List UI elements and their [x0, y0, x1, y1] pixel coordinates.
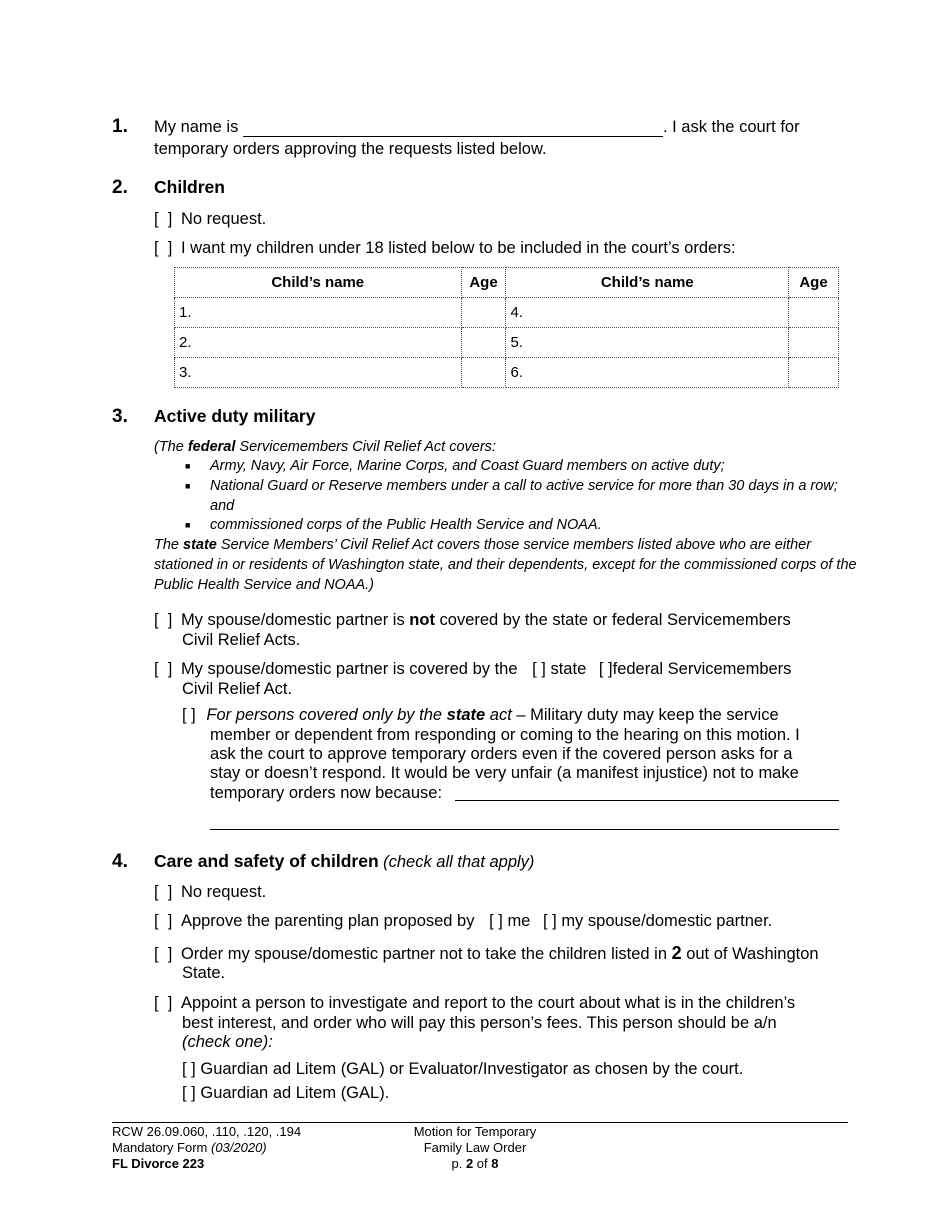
section-4-title: [154, 851, 534, 872]
state-text: Service Members’ Civil Relief Act covers those service members listed above who are either: [216, 537, 812, 553]
child-age-cell[interactable]: [461, 358, 506, 388]
bullet-icon: ■: [185, 461, 191, 471]
footer-title: Motion for Temporary: [413, 1124, 537, 1139]
child-age-cell[interactable]: [789, 328, 839, 358]
me-label: me: [507, 912, 531, 930]
footer-title: Family Law Order: [423, 1140, 527, 1155]
section-2-title: Children: [154, 177, 225, 197]
option-text-line: member or dependent from responding or coming to the hearing on this motion. I: [210, 726, 800, 744]
option-text: – Military duty may keep the service: [511, 706, 779, 724]
label-bold: 2: [671, 943, 682, 963]
option-label: Appoint a person to investigate and report to the court about what is in the children’s: [180, 994, 796, 1012]
checkbox[interactable]: [ ]: [182, 706, 196, 724]
mandatory-date: (03/2020): [210, 1140, 267, 1155]
child-name-cell[interactable]: 6.: [506, 358, 789, 388]
label-text: Order my spouse/domestic partner not to take the children listed in: [180, 945, 672, 963]
column-header: Child’s name: [175, 268, 462, 298]
checkbox-state[interactable]: [ ]: [532, 660, 546, 678]
bullet-item: Army, Navy, Air Force, Marine Corps, and Coast Guard members on active duty;: [210, 458, 725, 474]
child-age-cell[interactable]: [789, 298, 839, 328]
label-text: out of Washington: [681, 945, 819, 963]
child-name-cell[interactable]: 4.: [506, 298, 789, 328]
footer-rule: [112, 1122, 848, 1123]
page-text: of: [473, 1156, 492, 1171]
checkbox[interactable]: [ ]: [182, 1084, 196, 1102]
child-name-cell[interactable]: 3.: [175, 358, 462, 388]
checkbox[interactable]: [ ]: [154, 611, 173, 629]
state-act-text: Public Health Service and NOAA.): [154, 577, 375, 593]
option-label: [181, 611, 791, 629]
section-4-number: 4.: [112, 851, 128, 872]
option-label: [181, 945, 819, 963]
column-header: Age: [789, 268, 839, 298]
section-1-number: 1.: [112, 116, 128, 137]
child-name-cell[interactable]: 2.: [175, 328, 462, 358]
intro-text: (The: [154, 439, 188, 455]
label-text: covered by the state or federal Servicemembers: [434, 611, 791, 629]
option-label-cont: State.: [182, 964, 226, 982]
section-title-text: Care and safety of children: [154, 851, 379, 871]
checkbox-federal[interactable]: [ ]: [598, 660, 613, 678]
bullet-icon: ■: [185, 481, 191, 491]
section-2-number: 2.: [112, 177, 128, 198]
checkbox[interactable]: [ ]: [154, 660, 173, 678]
table-header-row: [175, 268, 839, 298]
footer-page: [375, 1156, 575, 1172]
gal-option: [182, 1083, 389, 1103]
option-label-cont: Civil Relief Act.: [182, 680, 293, 698]
care-no-request: [154, 882, 266, 902]
reason-line: [210, 783, 442, 803]
state-act-text: [154, 536, 811, 556]
section-title-note: (check all that apply): [383, 853, 535, 871]
option-label: Approve the parenting plan proposed by: [180, 912, 475, 930]
section-3-number: 3.: [112, 406, 128, 427]
option-lead: [206, 706, 511, 724]
parenting-plan-option: [154, 911, 772, 931]
checkbox-me[interactable]: [ ]: [489, 912, 503, 930]
child-name-cell[interactable]: 5.: [506, 328, 789, 358]
option-label-cont: (check one):: [182, 1033, 273, 1051]
no-removal-option: [154, 943, 819, 964]
option-label: My spouse/domestic partner is covered by the: [180, 660, 518, 678]
lead-bold: state: [446, 706, 486, 724]
name-suffix: . I ask the court for: [662, 118, 800, 136]
label-text: My spouse/domestic partner is: [180, 611, 410, 629]
bullet-item: National Guard or Reserve members under a call to active service for more than 30 days in a row;: [210, 478, 838, 494]
option-text-line: stay or doesn’t respond. It would be very unfair (a manifest injustice) not to make: [210, 764, 799, 782]
table-row: [175, 328, 839, 358]
table-row: [175, 358, 839, 388]
bullet-item: commissioned corps of the Public Health Service and NOAA.: [210, 517, 602, 533]
checkbox-spouse[interactable]: [ ]: [542, 912, 557, 930]
page-total: 8: [491, 1156, 499, 1171]
state-only-option: [182, 705, 779, 725]
checkbox[interactable]: [ ]: [182, 1060, 196, 1078]
bullet-icon: ■: [185, 520, 191, 530]
mandatory-text: Mandatory Form: [112, 1140, 211, 1155]
reason-input-line-2[interactable]: [210, 812, 839, 830]
reason-input[interactable]: [455, 782, 839, 801]
footer-mandatory: [112, 1140, 301, 1156]
appoint-investigator-option: [154, 993, 795, 1013]
military-covered: [154, 659, 791, 679]
checkbox[interactable]: [ ]: [154, 912, 173, 930]
children-no-request: [154, 209, 266, 229]
intro-bold: federal: [187, 439, 236, 455]
child-age-cell[interactable]: [461, 328, 506, 358]
child-age-cell[interactable]: [789, 358, 839, 388]
reason-label: temporary orders now because:: [210, 784, 443, 802]
footer-rcw: RCW 26.09.060, .110, .120, .194: [112, 1124, 302, 1139]
lead-text: act: [485, 706, 512, 724]
state-bold: state: [183, 537, 217, 553]
bullet-item: and: [210, 498, 235, 514]
gal-evaluator-option: [182, 1059, 743, 1079]
federal-label: federal Servicemembers: [612, 660, 792, 678]
footer-center: [375, 1124, 575, 1172]
page-number: 2: [465, 1156, 474, 1171]
checkbox[interactable]: [ ]: [154, 945, 173, 963]
name-input[interactable]: [243, 119, 663, 137]
checkbox[interactable]: [ ]: [154, 239, 173, 257]
children-table: [174, 267, 839, 388]
footer-left: [112, 1124, 301, 1172]
name-label: My name is: [154, 118, 239, 136]
section-1-text: temporary orders approving the requests listed below.: [154, 140, 547, 158]
child-age-cell[interactable]: [461, 298, 506, 328]
option-text-line: ask the court to approve temporary orders even if the covered person asks for a: [210, 745, 793, 763]
footer-form-id: FL Divorce 223: [112, 1156, 205, 1171]
page-text: p.: [451, 1156, 466, 1171]
military-not-covered: [154, 610, 791, 630]
checkbox[interactable]: [ ]: [154, 994, 173, 1012]
children-include: [154, 238, 736, 258]
lead-text: For persons covered only by the: [206, 706, 447, 724]
state-act-text: stationed in or residents of Washington state, and their dependents, except for the commissioned corps of the: [154, 557, 857, 573]
label-bold: not: [409, 611, 435, 629]
spouse-label: my spouse/domestic partner.: [561, 912, 773, 930]
child-name-cell[interactable]: 1.: [175, 298, 462, 328]
checkbox[interactable]: [ ]: [154, 883, 173, 901]
option-label-cont: best interest, and order who will pay this person’s fees. This person should be a/n: [182, 1014, 777, 1032]
section-3-title: Active duty military: [154, 406, 316, 426]
checkbox[interactable]: [ ]: [154, 210, 173, 228]
option-label: Guardian ad Litem (GAL).: [200, 1084, 390, 1102]
option-label: Guardian ad Litem (GAL) or Evaluator/Investigator as chosen by the court.: [200, 1060, 744, 1078]
column-header: Age: [461, 268, 506, 298]
intro-text: Servicemembers Civil Relief Act covers:: [235, 439, 496, 455]
state-text: The: [154, 537, 184, 553]
column-header: Child’s name: [506, 268, 789, 298]
option-label-cont: Civil Relief Acts.: [182, 631, 301, 649]
state-label: state: [550, 660, 587, 678]
option-label: No request.: [180, 883, 267, 901]
federal-intro: [154, 438, 496, 458]
name-line: [154, 117, 800, 137]
option-label: No request.: [180, 210, 267, 228]
option-label: I want my children under 18 listed below to be included in the court’s orders:: [180, 239, 736, 257]
table-row: [175, 298, 839, 328]
